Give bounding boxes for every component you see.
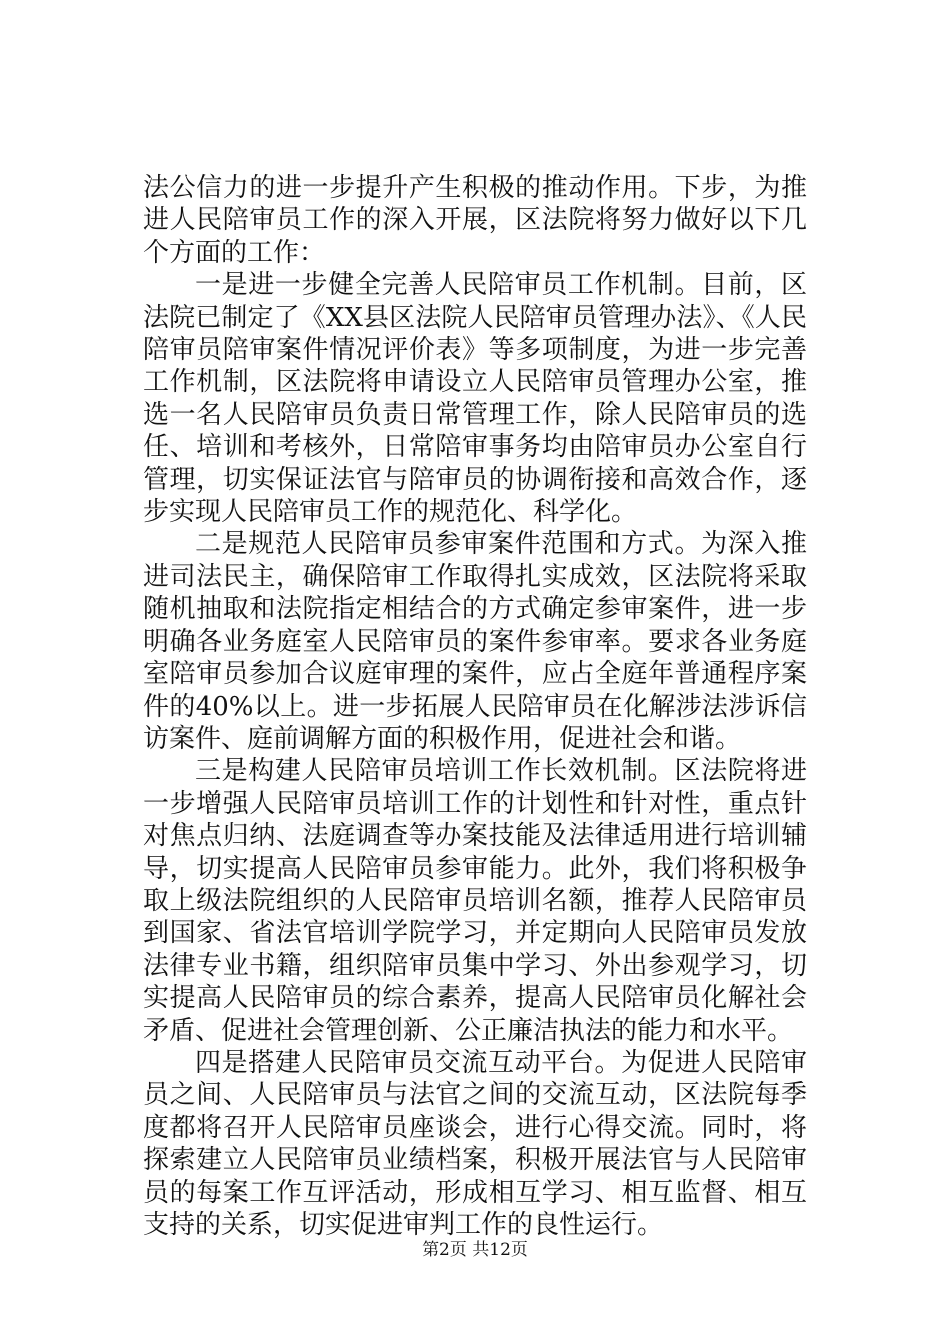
paragraph-point-one: 一是进一步健全完善人民陪审员工作机制。目前，区法院已制定了《XX县区法院人民陪审员管理办法》、《人民陪审员陪审案件情况评价表》等多项制度，为进一步完善工作机制，区法院将申请设立人民陪审员管理办公室，推选一名人民陪审员负责日常管理工作，除人民陪审员的选任、培训和考核外，日常陪审事务均由陪审员办公室自行管理，切实保证法官与陪审员的协调衔接和高效合作，逐步实现人民陪审员工作的规范化、科学化。 (143, 270, 807, 528)
paragraph-point-two: 二是规范人民陪审员参审案件范围和方式。为深入推进司法民主，确保陪审工作取得扎实成效，区法院将采取随机抽取和法院指定相结合的方式确定参审案件，进一步明确各业务庭室人民陪审员的案件参审率。要求各业务庭室陪审员参加合议庭审理的案件，应占全庭年普通程序案件的40%以上。进一步拓展人民陪审员在化解涉法涉诉信访案件、庭前调解方面的积极作用，促进社会和谐。 (143, 529, 807, 754)
page-number-footer: 第2页 共12页 (422, 1240, 528, 1260)
paragraph-point-four: 四是搭建人民陪审员交流互动平台。为促进人民陪审员之间、人民陪审员与法官之间的交流互动，区法院每季度都将召开人民陪审员座谈会，进行心得交流。同时，将探索建立人民陪审员业绩档案，积极开展法官与人民陪审员的每案工作互评活动，形成相互学习、相互监督、相互支持的关系，切实促进审判工作的良性运行。 (143, 1047, 807, 1240)
document-body (143, 172, 807, 1241)
paragraph-point-three: 三是构建人民陪审员培训工作长效机制。区法院将进一步增强人民陪审员培训工作的计划性和针对性，重点针对焦点归纳、法庭调查等办案技能及法律适用进行培训辅导，切实提高人民陪审员参审能力。此外，我们将积极争取上级法院组织的人民陪审员培训名额，推荐人民陪审员到国家、省法官培训学院学习，并定期向人民陪审员发放法律专业书籍，组织陪审员集中学习、外出参观学习，切实提高人民陪审员的综合素养，提高人民陪审员化解社会矛盾、促进社会管理创新、公正廉洁执法的能力和水平。 (143, 756, 807, 1046)
paragraph-continuation: 法公信力的进一步提升产生积极的推动作用。下步，为推进人民陪审员工作的深入开展，区法院将努力做好以下几个方面的工作： (143, 173, 807, 268)
